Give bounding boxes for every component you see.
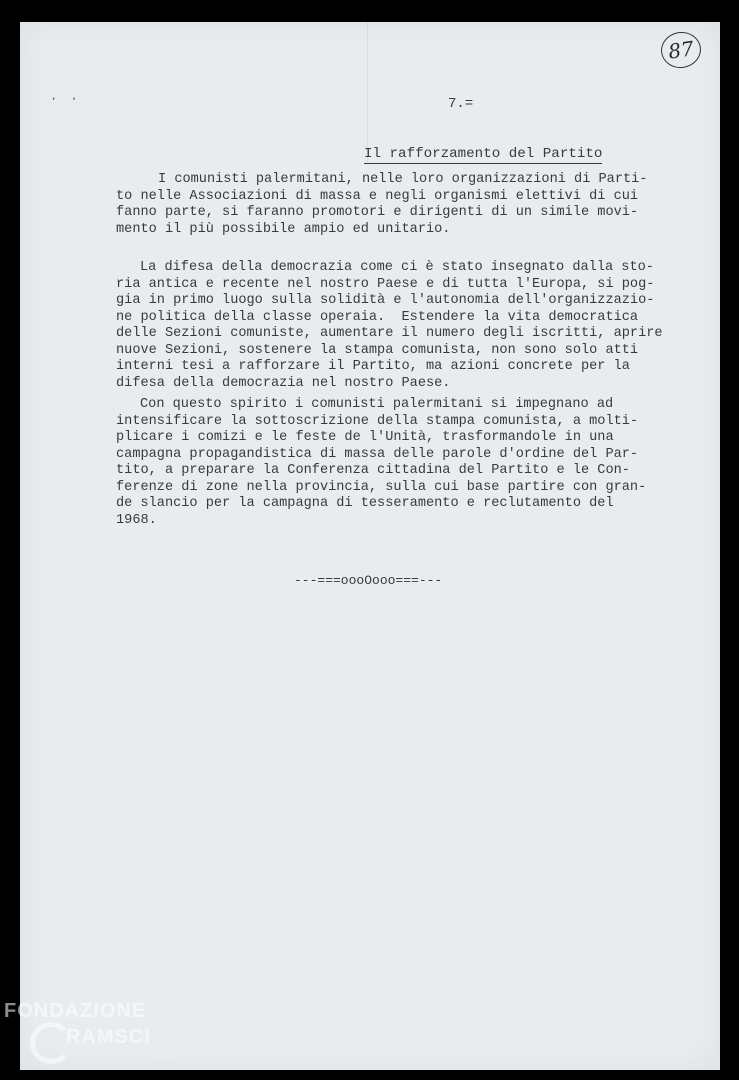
watermark-line-2: RAMSCI <box>66 1026 151 1048</box>
text-line: to nelle Associazioni di massa e negli organismi elettivi di cui <box>116 188 639 204</box>
paragraph-3 <box>116 397 686 529</box>
watermark-logo <box>4 998 194 1078</box>
text-line: de slancio per la campagna di tesseramento e reclutamento del <box>116 496 614 511</box>
text-line: nuove Sezioni, sostenere la stampa comunista, non sono solo atti <box>116 342 639 358</box>
separator: ---===oooOooo===--- <box>294 573 443 588</box>
text-line: mento il più possibile ampio ed unitario. <box>116 221 451 237</box>
page-number: 7.= <box>448 96 474 112</box>
document-page <box>20 22 720 1070</box>
text-line: delle Sezioni comuniste, aumentare il numero degli iscritti, aprire <box>116 326 663 341</box>
text-line: I comunisti palermitani, nelle loro organizzazioni di Parti- <box>158 172 648 187</box>
paragraph-1 <box>116 172 686 238</box>
text-line: gia in primo luogo sulla solidità e l'autonomia dell'organizzazio- <box>116 293 655 308</box>
section-title: Il rafforzamento del Partito <box>364 146 603 162</box>
text-line: interni tesi a rafforzare il Partito, ma azioni concrete per la <box>116 359 630 374</box>
text-line: ne politica della classe operaia. Estendere la vita democratica <box>116 309 639 325</box>
text-line: ria antica e recente nel nostro Paese e di tutta l'Europa, si pog- <box>116 276 655 292</box>
text-line: ferenze di zone nella provincia, sulla cui base partire con gran- <box>116 479 647 495</box>
text-line: La difesa della democrazia come ci è stato insegnato dalla sto- <box>140 260 654 275</box>
text-line: fanno parte, si faranno promotori e dirigenti di un simile movi- <box>116 205 639 220</box>
text-line: intensificare la sottoscrizione della stampa comunista, a molti- <box>116 413 639 429</box>
text-line: Con questo spirito i comunisti palermitani si impegnano ad <box>140 397 614 412</box>
text-line: 1968. <box>116 512 157 528</box>
watermark-line-3: onlus <box>152 1052 172 1061</box>
paper-crease <box>367 22 368 162</box>
handwritten-page-number: 87 <box>659 29 704 70</box>
text-line: difesa della democrazia nel nostro Paese. <box>116 375 451 391</box>
text-line: tito, a preparare la Conferenza cittadina del Partito e le Con- <box>116 463 630 478</box>
watermark-line-1: FONDAZIONE <box>4 1000 147 1022</box>
stray-marks: · · <box>50 92 81 106</box>
text-line: campagna propagandistica di massa delle parole d'ordine del Par- <box>116 446 639 462</box>
paragraph-2 <box>116 260 686 392</box>
text-line: plicare i comizi e le feste de l'Unità, trasformandole in una <box>116 430 614 445</box>
